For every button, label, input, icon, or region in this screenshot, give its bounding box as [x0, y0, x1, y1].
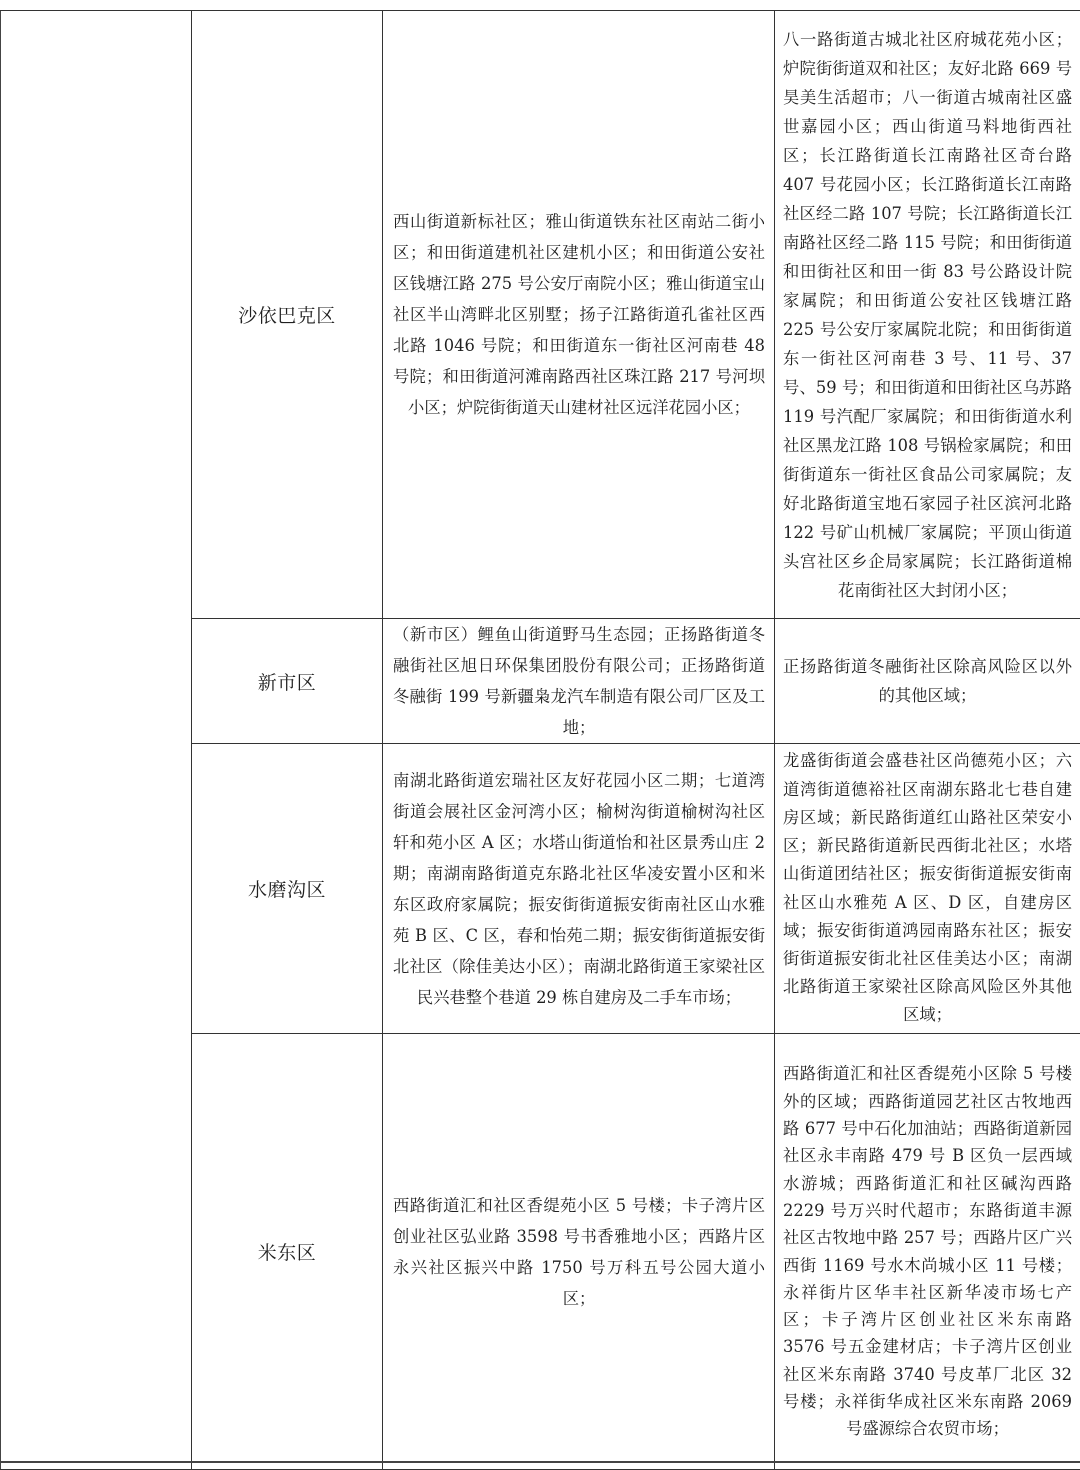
district-cell: 水磨沟区: [192, 744, 383, 1034]
district-cell: 沙依巴克区: [192, 11, 383, 619]
region-cell: [1, 11, 192, 1470]
medium-risk-area-cell: 西山街道新标社区；雅山街道铁东社区南站二街小区；和田街道建机社区建机小区；和田街道公安社区钱塘江路 275 号公安厅南院小区；雅山街道宝山社区半山湾畔北区别墅；扬子江路街道孔雀社区西北路 1046 号院；和田街道东一街社区河南巷 48 号院；和田街道河滩南路西社区珠江路 217 号河坝小区；炉院街街道天山建材社区远洋花园小区；: [383, 11, 775, 619]
medium-risk-area-cell: 南湖北路街道宏瑞社区友好花园小区二期；七道湾街道会展社区金河湾小区；榆树沟街道榆树沟社区轩和苑小区 A 区；水塔山街道怡和社区景秀山庄 2 期；南湖南路街道克东路北社区华凌安置小区和米东区政府家属院；振安街街道振安街南社区山水雅苑 B 区、C 区，春和怡苑二期；振安街街道振安街北社区（除佳美达小区）；南湖北路街道王家梁社区民兴巷整个巷道 29 栋自建房及二手车市场；: [383, 744, 775, 1034]
medium-risk-area-cell: 西路街道汇和社区香缇苑小区 5 号楼；卡子湾片区创业社区弘业路 3598 号书香雅地小区；西路片区永兴社区振兴中路 1750 号万科五号公园大道小区；: [383, 1034, 775, 1470]
district-cell: 新市区: [192, 619, 383, 744]
low-risk-area-cell: 正扬路街道冬融街社区除高风险区以外的其他区域；: [775, 619, 1080, 744]
low-risk-area-cell: 龙盛街街道会盛巷社区尚德苑小区；六道湾街道德裕社区南湖东路北七巷自建房区域；新民路街道红山路社区荣安小区；新民路街道新民西街北社区；水塔山街道团结社区；振安街街道振安街南社区山水雅苑 A 区、D 区，自建房区域；振安街街道鸿园南路东社区；振安街街道振安街北社区佳美达小区；南湖北路街道王家梁社区除高风险区外其他区域；: [775, 744, 1080, 1034]
district-cell: 米东区: [192, 1034, 383, 1470]
medium-risk-area-cell: （新市区）鲤鱼山街道野马生态园；正扬路街道冬融街社区旭日环保集团股份有限公司；正扬路街道冬融街 199 号新疆枭龙汽车制造有限公司厂区及工地；: [383, 619, 775, 744]
table-row: [1, 11, 1080, 619]
low-risk-area-cell: 八一路街道古城北社区府城花苑小区；炉院街街道双和社区；友好北路 669 号昊美生活超市；八一街道古城南社区盛世嘉园小区；西山街道马料地街西社区；长江路街道长江南路社区奇台路 407 号花园小区；长江路街道长江南路社区经二路 107 号院；长江路街道长江南路社区经二路 115 号院；和田街街道和田街社区和田一街 83 号公路设计院家属院；和田街道公安社区钱塘江路 225 号公安厅家属院北院；和田街街道东一街社区河南巷 3 号、11 号、37 号、59 号；和田街道和田街社区乌苏路 119 号汽配厂家属院；和田街街道水利社区黑龙江路 108 号锅检家属院；和田街街道东一街社区食品公司家属院；友好北路街道宝地石家园子社区滨河北路 122 号矿山机械厂家属院；平顶山街道头宫社区乡企局家属院；长江路街道棉花南街社区大封闭小区；: [775, 11, 1080, 619]
risk-area-table: [0, 10, 1080, 1470]
low-risk-area-cell: 西路街道汇和社区香缇苑小区除 5 号楼外的区域；西路街道园艺社区古牧地西路 677 号中石化加油站；西路街道新园社区永丰南路 479 号 B 区负一层西域水游城；西路街道汇和社区碱沟西路 2229 号万兴时代超市；东路街道丰源社区古牧地中路 257 号；西路片区广兴西街 1169 号水木尚城小区 11 号楼；永祥街片区华丰社区新华凌市场七产区；卡子湾片区创业社区米东南路 3576 号五金建材店；卡子湾片区创业社区米东南路 3740 号皮革厂北区 32 号楼；永祥街华成社区米东南路 2069 号盛源综合农贸市场；: [775, 1034, 1080, 1470]
bottom-border: [0, 1461, 1080, 1463]
